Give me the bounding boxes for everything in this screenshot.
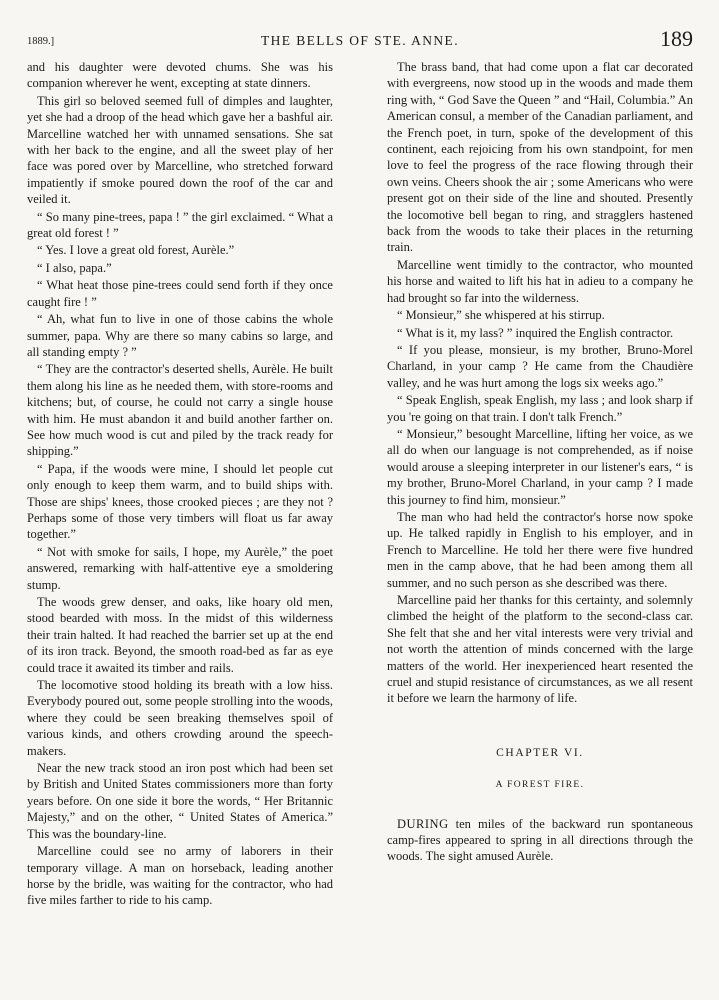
chapter-opening-word: DURING <box>397 816 449 831</box>
paragraph: “ What is it, my lass? ” inquired the English contractor. <box>397 325 674 340</box>
text-columns <box>27 59 693 910</box>
paragraph: The man who had held the contractor's horse now spoke up. He talked rapidly in English to his employer, and in French to Marcelline. He told her there were five hundred men in the camp above, that he had been among them all summer, and no such person as she described was there. <box>387 509 693 590</box>
paragraph: “ Papa, if the woods were mine, I should let people cut only enough to keep them warm, and to build ships with. Those are ships' knees, those crooked pieces ; are they not ? Perhaps some of those very timbers will float us far away together.” <box>27 461 333 542</box>
paragraph: “ Speak English, speak English, my lass ; and look sharp if you 're going on that train. I don't talk French.” <box>387 393 693 424</box>
chapter-subtitle: A FOREST FIRE. <box>495 780 585 791</box>
header-year: 1889.] <box>27 36 55 47</box>
paragraph: The brass band, that had come upon a flat car decorated with evergreens, now stood up in the woods and made them ring with, “ God Save the Queen ” and “Hail, Columbia.” An American consul, a member of the Canadian parliament, and the French poet, in turn, spoke of the development of this continent, each rejoicing from his own standpoint, for men love to feel the progress of the race flowing through their own veins. Cheers shook the air ; some Americans who were present got on their side of the line and shouted. Presently the locomotive bell began to ring, and stragglers hastened back from the woods to take their places in the returning train. <box>387 60 693 255</box>
running-header <box>27 26 693 54</box>
paragraph: Marcelline went timidly to the contractor, who mounted his horse and waited to lift his hat in adieu to a company he had brought so far into the wilderness. <box>387 257 693 305</box>
paragraph: “ What heat those pine-trees could send forth if they once caught fire ! ” <box>27 278 333 309</box>
chapter-heading: CHAPTER VI. <box>496 746 584 759</box>
right-column <box>387 59 693 910</box>
paragraph: “ Monsieur,” she whispered at his stirrup. <box>397 308 605 323</box>
left-column <box>27 59 333 910</box>
paragraph: “ I also, papa.” <box>37 260 112 275</box>
paragraph: Marcelline paid her thanks for this certainty, and solemnly climbed the height of the platform to the second-class car. She felt that she and her vital interests were very trivial and not worth the attention of minds concerned with the large matters of the world. Her inexperienced heart resented the cruel and stupid resistance of circumstances, as we all resent it before we learn the harmony of life. <box>387 593 693 706</box>
header-title: THE BELLS OF STE. ANNE. <box>261 33 459 48</box>
chapter-opening-text: ten miles of the backward run spontaneous camp-fires appeared to spring in all directions through the woods. The sight amused Aurèle. <box>387 816 693 864</box>
paragraph: “ Yes. I love a great old forest, Aurèle.” <box>37 243 235 258</box>
page-number: 189 <box>660 26 693 51</box>
paragraph: This girl so beloved seemed full of dimples and laughter, yet she had a droop of the head which gave her a bashful air. Marcelline watched her with unnamed sensations. She sat with her back to the engine, and all the sweet play of her face was pored over by Marcelline, who stretched forward impatiently if smoke poured down the roof of the car and veiled it. <box>27 93 333 207</box>
paragraph: “ Monsieur,” besought Marcelline, lifting her voice, as we all do when our language is not comprehended, as if noise would arouse a sleeping interpreter in our listener's ears, “ is my brother, Bruno-Morel Charland, in your camp ? I made this journey to find him, monsieur.” <box>387 426 693 507</box>
paragraph: “ They are the contractor's deserted shells, Aurèle. He built them along his line as he needed them, with store-rooms and kitchens; but, of course, he could not carry a single house with him. He must abandon it and build another farther on. See how much wood is cut and piled by the track ready for shipping.” <box>27 362 333 459</box>
paragraph: Marcelline could see no army of laborers in their temporary village. A man on horseback, leading another horse by the bridle, was waiting for the contractor, who had five miles farther to ride to his camp. <box>27 844 333 908</box>
paragraph: “ Ah, what fun to live in one of those cabins the whole summer, papa. Why are there so many cabins so large, and all standing empty ? ” <box>27 312 333 359</box>
paragraph: The woods grew denser, and oaks, like hoary old men, stood bearded with moss. In the midst of this wilderness their train halted. It had reached the barrier set up at the end of its iron track. Beyond, the smooth road-bed as far as eye could trace it awaited its timber and rails. <box>27 595 333 675</box>
paragraph: “ Not with smoke for sails, I hope, my Aurèle,” the poet answered, remarking with half-attentive eye a smoldering stump. <box>27 544 333 592</box>
right-column-paragraphs <box>387 59 693 707</box>
paragraph: “ If you please, monsieur, is my brother, Bruno-Morel Charland, in your camp ? He came from the Chaudière valley, and he was hurt among the logs six weeks ago.” <box>387 342 693 390</box>
paragraph: “ So many pine-trees, papa ! ” the girl exclaimed. “ What a great old forest ! ” <box>27 209 333 241</box>
paragraph: The locomotive stood holding its breath with a low hiss. Everybody poured out, some people strolling into the woods, where they could be seen breaking themselves spoil of various kinds, and others crowding around the speech-makers. <box>27 678 333 758</box>
paragraph: and his daughter were devoted chums. She was his companion wherever he went, excepting at state dinners. <box>27 60 333 91</box>
paragraph: Near the new track stood an iron post which had been set by British and United States commissioners more than forty years before. On one side it bore the words, “ Her Britannic Majesty,” and on the other, “ United States of America.” This was the boundary-line. <box>27 761 333 841</box>
chapter-opening-paragraph <box>387 816 693 865</box>
